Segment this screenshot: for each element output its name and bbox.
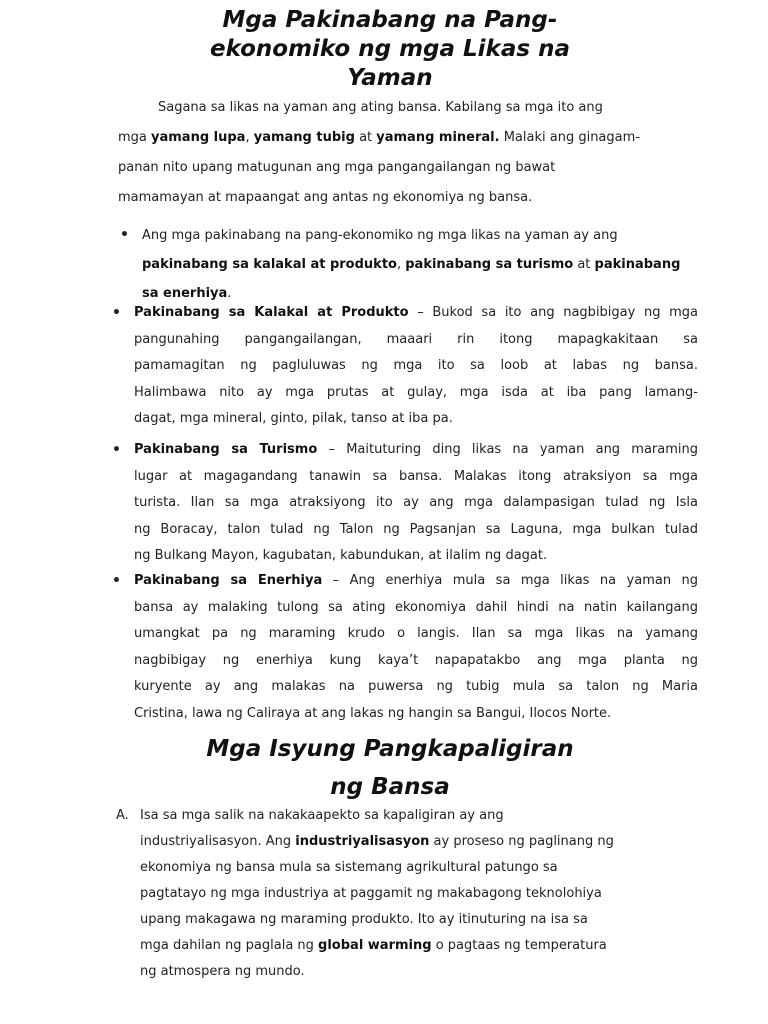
text-line [134,300,698,327]
text-line [140,803,700,829]
main-title-line-3: Yaman [347,65,433,91]
main-title-line-2: ekonomiko ng mga Likas na [210,36,570,62]
text-line [134,406,698,433]
text-run: Malaki ang ginagam- [499,130,640,145]
text-run: Ang mga pakinabang na pang-ekonomiko ng mga likas na yaman ay ang [142,228,618,243]
bullet-kalakal-produkto [112,300,698,433]
text-line [138,93,694,123]
main-title [150,6,630,93]
text-run: – Bukod sa ito ang nagbibigay ng mga [408,305,698,320]
section-a-body [140,803,700,985]
section-title [150,730,630,806]
bullet-dot-icon: • [120,227,129,243]
text-line [134,327,698,354]
section-title-line-1: Mga Isyung Pangkapaligiran [206,736,574,762]
bold-term: pakinabang sa kalakal at produkto [142,257,397,272]
text-run: mga [118,130,152,145]
text-run: ekonomiya ng bansa mula sa sistemang agrikultural patungo sa [140,860,558,875]
text-run: turista. Ilan sa mga atraksiyong ito ay ang mga dalampasigan tulad ng Isla [134,495,698,510]
text-run: Isa sa mga salik na nakakaapekto sa kapaligiran ay ang [140,808,504,823]
bold-term: global warming [318,938,432,953]
text-line [140,829,700,855]
text-run: mga dahilan ng paglala ng [140,938,319,953]
text-line [118,153,694,183]
text-line [134,517,698,544]
text-run: ng Bulkang Mayon, kagubatan, kabundukan, at ilalim ng dagat. [134,548,548,563]
text-run: industriyalisasyon. Ang [140,834,296,849]
text-run: kuryente ay ang malakas na puwersa ng tubig mula sa talon ng Maria [134,679,698,694]
bullet-overview [120,221,706,308]
text-line [134,595,698,622]
bullet-turismo [112,437,698,570]
text-run: – Ang enerhiya mula sa mga likas na yaman ng [322,573,698,588]
text-line [134,464,698,491]
text-line [134,648,698,675]
text-line [118,123,694,153]
bold-term: Pakinabang sa Turismo [134,442,318,457]
text-run: Cristina, lawa ng Caliraya at ang lakas ng hangin sa Bangui, Ilocos Norte. [134,705,612,721]
text-run: o pagtaas ng temperatura [431,938,607,953]
text-line [140,881,700,907]
text-line [134,353,698,380]
text-line [134,380,698,407]
bullet-dot-icon: • [112,442,121,458]
bold-term: Pakinabang sa Kalakal at Produkto [134,305,409,320]
text-run: . [227,286,232,301]
text-line [142,221,706,250]
text-run: dagat, mga mineral, ginto, pilak, tanso at iba pa. [134,411,453,426]
text-line [134,543,698,570]
bold-term: pakinabang sa turismo [405,257,574,272]
text-line [134,674,698,701]
text-run: upang makagawa ng maraming produkto. Ito ay itinuturing na isa sa [140,912,588,927]
section-a-marker: A. [116,808,129,823]
text-run: nagbibigay ng enerhiya kung kaya’t napapatakbo ang mga planta ng [134,652,698,668]
intro-paragraph [118,93,694,213]
bold-term: Pakinabang sa Enerhiya [134,573,323,588]
text-line [134,701,698,728]
bullet-dot-icon: • [112,305,121,321]
text-run: bansa ay malaking tulong sa ating ekonomiya dahil hindi na natin kailangang [134,599,698,615]
text-run: ng atmospera ng mundo. [140,964,305,979]
text-run: pagtatayo ng mga industriya at paggamit ng makabagong teknolohiya [140,886,602,901]
text-run: , [245,130,254,145]
text-run: panan nito upang matugunan ang mga pangangailangan ng bawat [118,160,556,175]
text-run: pamamagitan ng pagluluwas ng mga ito sa loob at labas ng bansa. [134,358,698,373]
text-line [140,933,700,959]
text-run: pangunahing pangangailangan, maaari rin itong mapagkakitaan sa [134,331,698,347]
bullet-dot-icon: • [112,573,121,589]
text-run: lugar at magagandang tanawin sa bansa. Malakas itong atraksiyon sa mga [134,468,698,484]
text-line [134,568,698,595]
text-run: ay proseso ng paglinang ng [429,834,614,849]
bold-term: sa enerhiya [142,286,228,301]
text-run: Halimbawa nito ay mga prutas at gulay, mga isda at iba pang lamang- [134,384,698,400]
text-line [142,250,706,279]
text-run: mamamayan at mapaangat ang antas ng ekonomiya ng bansa. [118,190,533,205]
text-run: Sagana sa likas na yaman ang ating bansa. Kabilang sa mga ito ang [158,100,603,115]
text-line [134,437,698,464]
text-line [134,621,698,648]
main-title-line-1: Mga Pakinabang na Pang- [222,7,558,33]
bullet-enerhiya [112,568,698,727]
text-line [140,855,700,881]
bold-term: industriyalisasyon [295,834,430,849]
text-line [140,959,700,985]
text-line [118,183,694,213]
section-title-line-2: ng Bansa [330,774,450,800]
bold-term: yamang mineral. [376,130,500,145]
text-run: at [354,130,377,145]
bold-term: yamang lupa [151,130,246,145]
text-run: ng Boracay, talon tulad ng Talon ng Pagsanjan sa Laguna, mga bulkan tulad [134,521,698,537]
text-run: – Maituturing ding likas na yaman ang maraming [317,442,698,457]
text-line [140,907,700,933]
text-line [134,490,698,517]
bold-term: yamang tubig [253,130,355,145]
text-run: , [396,257,406,272]
text-run: umangkat pa ng maraming krudo o langis. Ilan sa mga likas na yamang [134,626,698,641]
bold-term: pakinabang [594,257,681,272]
text-run: at [573,257,595,272]
